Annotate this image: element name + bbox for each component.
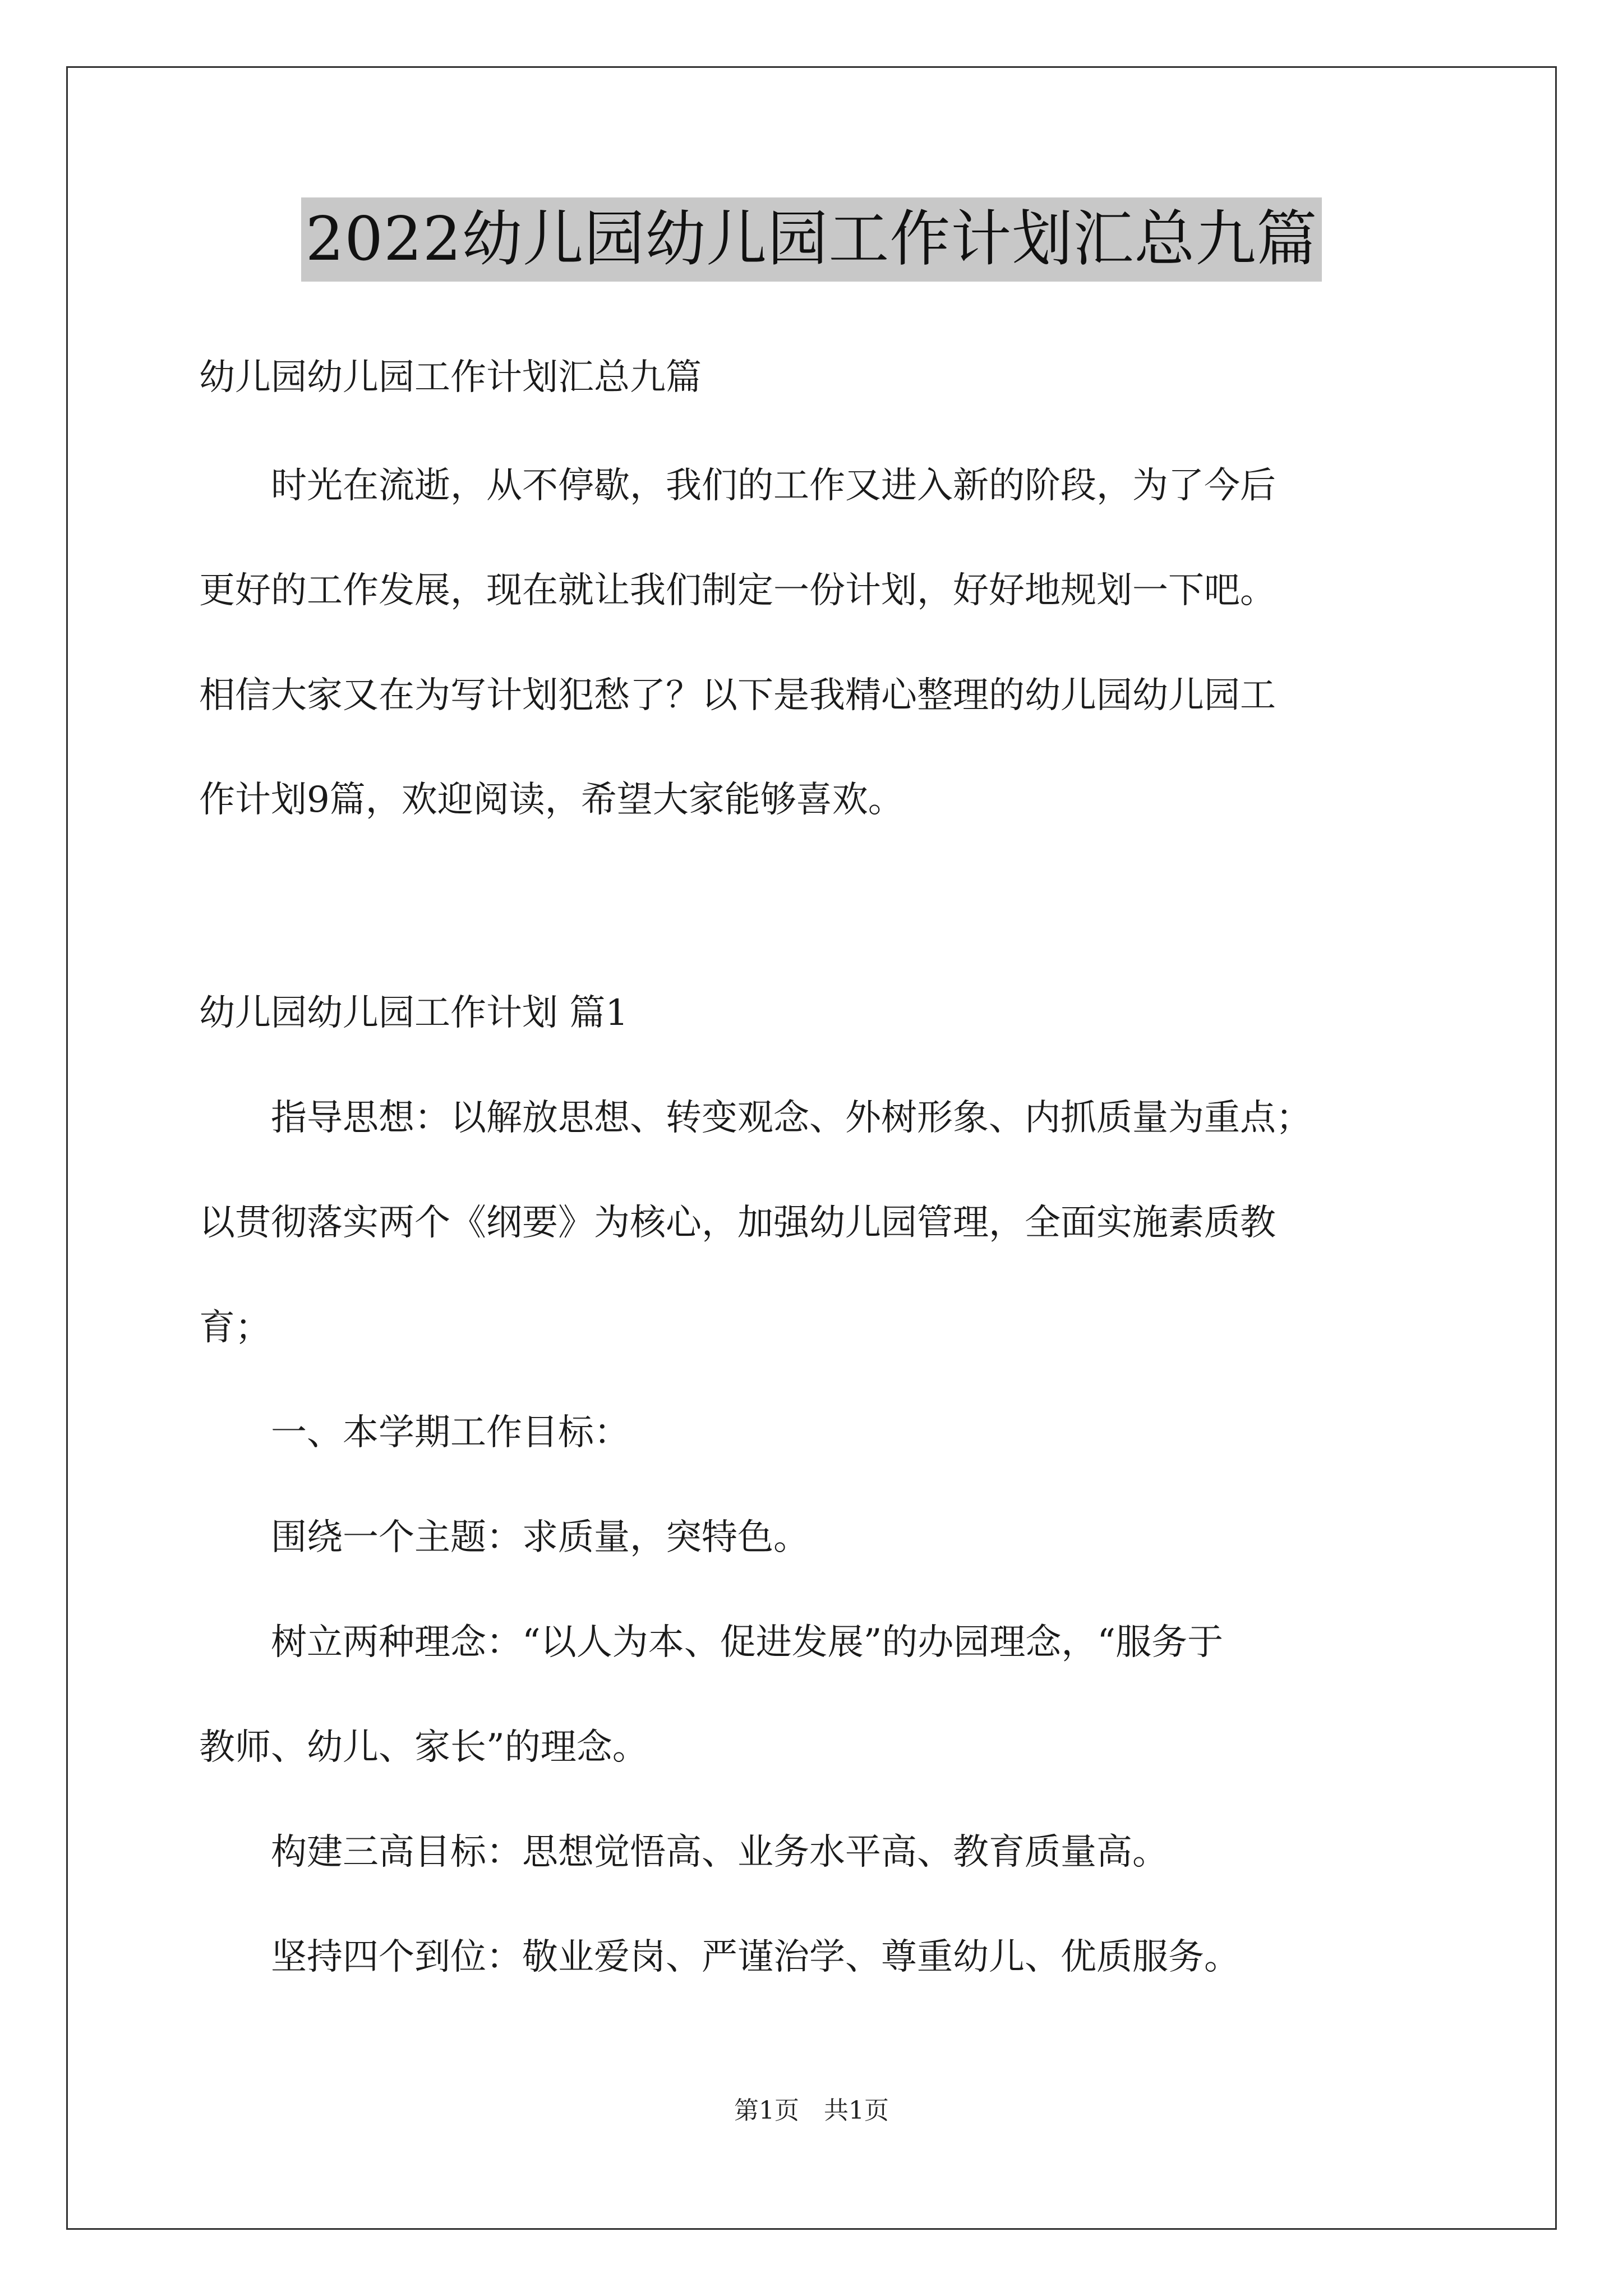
page-footer: 第1页 共1页 [734,2096,889,2125]
body-line: 教师、幼儿、家长”的理念。 [199,1727,648,1768]
body-line: 以贯彻落实两个《纲要》为核心，加强幼儿园管理，全面实施素质教 [199,1202,1276,1244]
body-line: 育； [199,1307,271,1349]
body-line: 树立两种理念：“以人为本、促进发展”的办园理念，“服务于 [199,1622,1224,1663]
document-title: 2022幼儿园幼儿园工作计划汇总九篇 [301,197,1322,282]
body-line: 幼儿园幼儿园工作计划汇总九篇 [199,357,702,398]
body-line: 时光在流逝，从不停歇，我们的工作又进入新的阶段，为了今后 [199,465,1276,507]
body-line: 作计划9篇，欢迎阅读，希望大家能够喜欢。 [199,779,904,821]
body-line: 指导思想：以解放思想、转变观念、外树形象、内抓质量为重点； [199,1097,1312,1139]
title-container [0,197,1623,282]
body-line: 构建三高目标：思想觉悟高、业务水平高、教育质量高。 [199,1832,1168,1873]
section-heading: 幼儿园幼儿园工作计划 篇1 [199,992,629,1034]
body-line: 围绕一个主题：求质量，突特色。 [199,1517,809,1558]
body-line: 一、本学期工作目标： [199,1412,630,1453]
body-line: 相信大家又在为写计划犯愁了？以下是我精心整理的幼儿园幼儿园工 [199,675,1276,716]
body-line: 更好的工作发展，现在就让我们制定一份计划，好好地规划一下吧。 [199,570,1276,611]
body-line: 坚持四个到位：敬业爱岗、严谨治学、尊重幼儿、优质服务。 [199,1936,1240,1978]
